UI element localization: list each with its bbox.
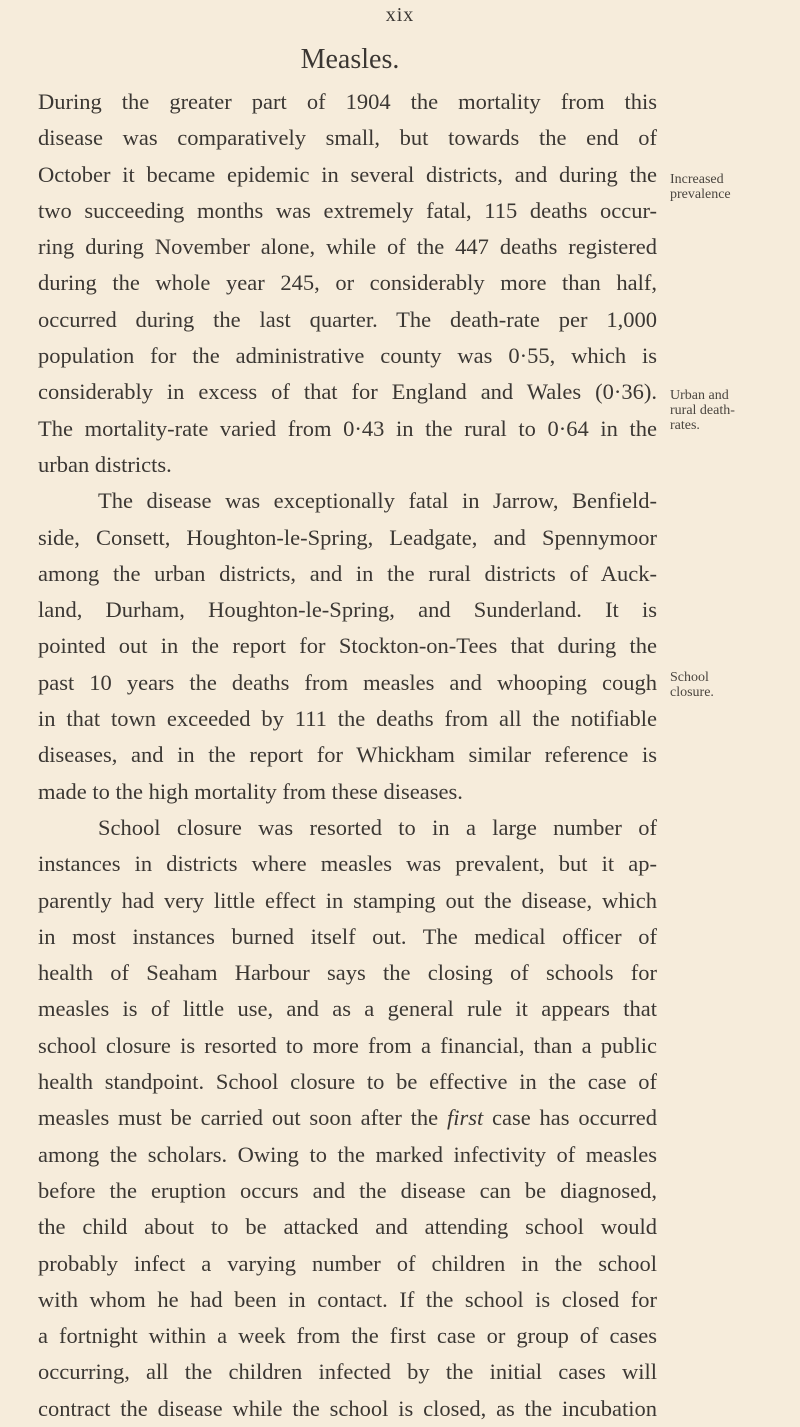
text-line: in most instances burned itself out. The medical officer of <box>38 923 657 949</box>
text-line: disease was comparatively small, but towards the end of <box>38 125 657 151</box>
body-text <box>38 84 657 1427</box>
text-line: pointed out in the report for Stockton-on-Tees that during the <box>38 633 657 659</box>
text-line: population for the administrative county was 0·55, which is <box>38 343 657 369</box>
text-segment: measles must be carried out soon after the <box>38 1105 439 1131</box>
text-line: two succeeding months was extremely fatal, 115 deaths occur- <box>38 197 657 223</box>
text-line: During the greater part of 1904 the mortality from this <box>38 89 657 114</box>
text-line: School closure was resorted to in a large number of <box>98 814 657 840</box>
margin-note-urban-rural <box>670 388 735 433</box>
text-line: health standpoint. School closure to be effective in the case of <box>38 1069 657 1095</box>
text-line: in that town exceeded by 111 the deaths from all the notifiable <box>38 706 657 732</box>
text-line: instances in districts where measles was prevalent, but it ap- <box>38 851 657 877</box>
text-line <box>38 1100 657 1136</box>
text-line: before the eruption occurs and the disease can be diagnosed, <box>38 1177 657 1203</box>
margin-note-line: rural death- <box>670 403 735 418</box>
page-number: xix <box>385 4 415 26</box>
text-line: the child about to be attacked and attending school would <box>38 1214 657 1240</box>
text-line: occurred during the last quarter. The death-rate per 1,000 <box>38 306 657 332</box>
text-line: The disease was exceptionally fatal in Jarrow, Benfield- <box>98 488 657 514</box>
margin-note-line: School <box>670 670 709 685</box>
margin-note-line: prevalence <box>670 187 731 202</box>
text-line: contract the disease while the school is closed, as the incubation <box>38 1395 657 1421</box>
italic-word: first <box>446 1105 484 1131</box>
text-line: among the scholars. Owing to the marked infectivity of measles <box>38 1141 657 1167</box>
text-line: ring during November alone, while of the 447 deaths registered <box>38 234 657 260</box>
section-heading: Measles. <box>300 44 400 75</box>
text-line: during the whole year 245, or considerably more than half, <box>38 270 657 296</box>
text-line: side, Consett, Houghton-le-Spring, Leadgate, and Spennymoor <box>38 524 657 550</box>
margin-note-increased-prevalence <box>670 172 731 202</box>
text-line: The mortality-rate varied from 0·43 in the rural to 0·64 in the <box>38 415 657 441</box>
margin-note-line: Urban and <box>670 388 729 403</box>
text-segment: case has occurred <box>492 1105 658 1131</box>
text-line: health of Seaham Harbour says the closing of schools for <box>38 960 657 986</box>
text-line: past 10 years the deaths from measles and whooping cough <box>38 669 657 695</box>
margin-note-line: Increased <box>670 172 724 187</box>
text-line: a fortnight within a week from the first case or group of cases <box>38 1323 657 1349</box>
margin-note-line: rates. <box>670 418 700 433</box>
text-line: urban districts. <box>38 451 172 477</box>
text-line: probably infect a varying number of children in the school <box>38 1250 657 1276</box>
margin-note-school-closure <box>670 670 714 700</box>
text-line: parently had very little effect in stamping out the disease, which <box>38 887 657 913</box>
text-line: school closure is resorted to more from a financial, than a public <box>38 1032 657 1058</box>
text-line: occurring, all the children infected by the initial cases will <box>38 1359 657 1385</box>
text-line: made to the high mortality from these diseases. <box>38 778 463 804</box>
text-line: land, Durham, Houghton-le-Spring, and Sunderland. It is <box>38 597 657 623</box>
margin-note-line: closure. <box>670 685 714 700</box>
text-line: October it became epidemic in several districts, and during the <box>38 161 657 187</box>
text-line: among the urban districts, and in the rural districts of Auck- <box>38 560 657 586</box>
text-line: diseases, and in the report for Whickham similar reference is <box>38 742 657 768</box>
text-line: with whom he had been in contact. If the school is closed for <box>38 1286 657 1312</box>
text-line: considerably in excess of that for England and Wales (0·36). <box>38 379 657 405</box>
text-line: measles is of little use, and as a general rule it appears that <box>38 996 657 1022</box>
